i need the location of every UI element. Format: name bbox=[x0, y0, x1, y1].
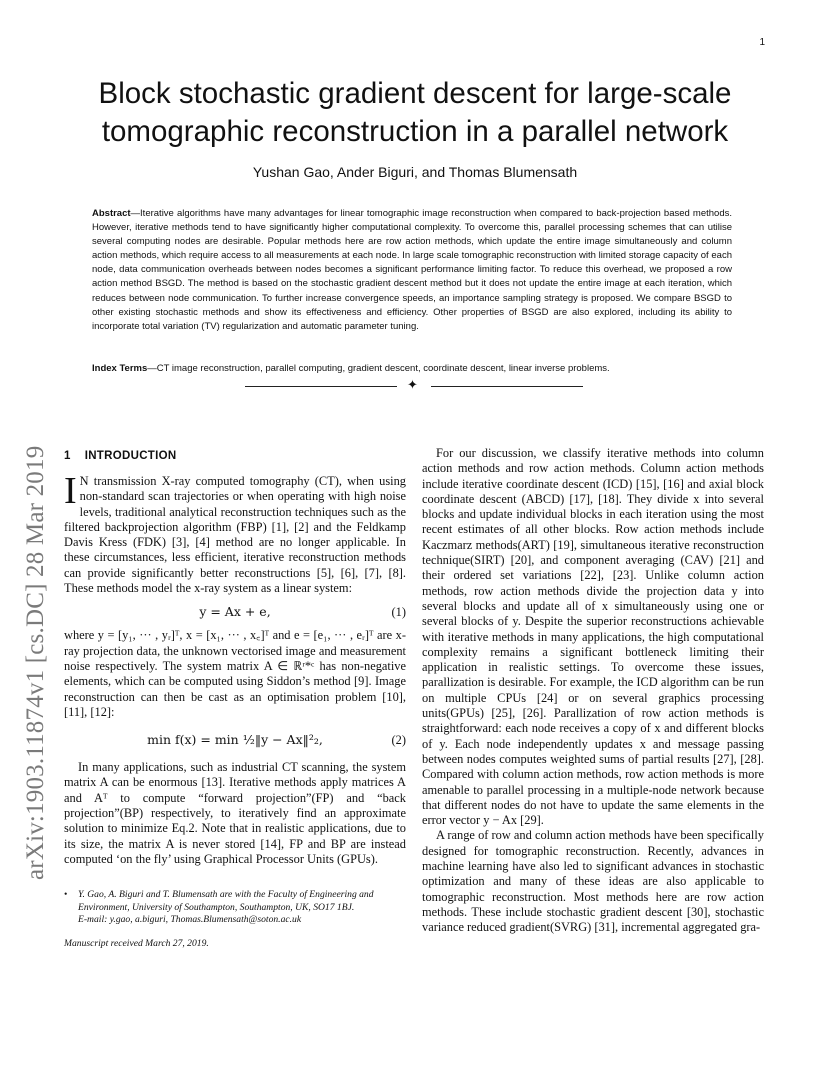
equation-2 bbox=[64, 720, 406, 760]
equation-1-body: y = Ax + e, bbox=[199, 604, 271, 620]
footnote-email: E-mail: y.gao, a.biguri, Thomas.Blumensath@soton.ac.uk bbox=[78, 914, 302, 926]
index-terms-label: Index Terms bbox=[92, 363, 148, 374]
intro-paragraph-1-text: N transmission X-ray computed tomography (CT), when using non-standard scan trajectories or when operating with high noise levels, traditional analytical reconstruction techniques such as the filtered backprojection algorithm (FBP) [1], [2] and the Feldkamp Davis Kress (FDK) [3], [4] method are no longer applicable. In these circumstances, less efficient, iterative reconstruction methods can provide significantly better reconstructions [5], [6], [7], [8]. These methods model the x-ray system as a linear system: bbox=[64, 474, 406, 596]
divider-line-right bbox=[431, 386, 583, 387]
footnote-bullet: • bbox=[64, 889, 68, 901]
left-column bbox=[64, 446, 406, 952]
right-paragraph-1: For our discussion, we classify iterative methods into column action methods and row action methods. Column action methods include iterative coordinate descent (ICD) [15], [16] and axial block coordinate descent (ABCD) [17], [18]. They divide x into several blocks and update individual blocks in each iteration using the most recent estimates of all other blocks. Row action methods include Kaczmarz methods(ART) [19], simultaneous iterative reconstruction technique(SIRT) [20], and component averaging (CAV) [21] and their ordered set variations [22], [23]. Unlike column action methods, row action methods divide the projection data y into several blocks and update all of x simultaneously using one or several blocks of y. Despite the superior reconstructions achievable with iterative methods in many applications, the high computational complexity remains a significant bottleneck limiting their application in realistic settings. To overcome these issues, parallization is desirable. For example, the ICD algorithm can be run on multiple CPUs [24] or on several graphics processing units(GPUs) [25], [26]. Parallization of row action methods is straightforward: each node receives a copy of x and different blocks of y. Each node independently updates x and message passing between nodes computes weighted sums of partial results [27], [28]. Compared with column action methods, row action methods is more amenable to parallel processing in a multiple-node network because that different nodes do not have to update the same elements in the error vector y − Ax [29]. bbox=[422, 446, 764, 828]
equation-2-body: min f(x) = min ½‖y − Ax‖²₂, bbox=[147, 732, 323, 748]
abstract-label: Abstract bbox=[92, 208, 131, 219]
arxiv-stamp: arXiv:1903.11874v1 [cs.DC] 28 Mar 2019 bbox=[22, 445, 49, 880]
paper-title: Block stochastic gradient descent for large-scale tomographic reconstruction in a parallel network bbox=[98, 77, 732, 148]
section-divider bbox=[245, 378, 583, 393]
equation-1 bbox=[64, 596, 406, 628]
right-column bbox=[422, 446, 764, 936]
divider-diamond-icon: ✦ bbox=[407, 378, 418, 393]
author-footnote bbox=[64, 889, 406, 926]
footnote-affiliation: Y. Gao, A. Biguri and T. Blumensath are with the Faculty of Engineering and Environment, University of Southampton, Southampton, UK, SO17 1BJ. bbox=[78, 889, 374, 913]
authors: Yushan Gao, Ander Biguri, and Thomas Blumensath bbox=[252, 164, 578, 180]
abstract-text: —Iterative algorithms have many advantages for linear tomographic image reconstruction when compared to back-projection based methods. However, iterative methods tend to have significantly higher computational complexity. To overcome this, parallel processing schemes that can utilise several computing nodes are desirable. Popular methods here are row action methods, which update the entire image simultaneously and column action methods, which require access to all measurements at each node. In large scale tomographic reconstruction with limited storage capacity of each node, data communication overheads between nodes becomes a significant performance limiting factor. To reduce this overhead, we proposed a row action method BSGD. The method is based on the stochastic gradient descent method but it does not update the entire image at each iteration, which reduces between node communication. To further increase convergence speeds, an importance sampling strategy is proposed. We compare BSGD to other existing stochastic methods and show its effectiveness and efficiency. Other properties of BSGD are also explored, including its ability to incorporate total variation (TV) regularization and automatic parameter tuning. bbox=[92, 208, 732, 332]
index-terms bbox=[92, 362, 732, 376]
dropcap-letter: I bbox=[64, 470, 77, 512]
divider-line-left bbox=[245, 386, 397, 387]
equation-2-number: (2) bbox=[391, 733, 406, 748]
manuscript-note: Manuscript received March 27, 2019. bbox=[64, 938, 209, 950]
intro-paragraph-1 bbox=[64, 470, 406, 596]
page-number: 1 bbox=[759, 37, 765, 48]
intro-paragraph-3: In many applications, such as industrial CT scanning, the system matrix A can be enormous [13]. Iterative methods apply matrices A and Aᵀ to compute “forward projection”(FP) and “back projection”(BP) respectively, to iteratively find an approximate solution to minimize Eq.2. Note that in realistic applications, due to its size, the matrix A is never stored [14], FP and BP are instead computed ‘on the fly’ using Graphical Processor Units (GPUs). bbox=[64, 760, 406, 866]
section-title: INTRODUCTION bbox=[84, 450, 177, 462]
intro-paragraph-2: where y = [y₁, ··· , yᵣ]ᵀ, x = [x₁, ··· , x꜀]ᵀ and e = [e₁, ··· , eᵣ]ᵀ are x-ray projection data, the unknown vectorised image and measurement noise respectively. The system matrix A ∈ ℝʳ*ᶜ has non-negative elements, which can be computed using Siddon’s method [9]. Image reconstruction can then be cast as an optimisation problem [10], [11], [12]: bbox=[64, 628, 406, 719]
abstract bbox=[92, 207, 732, 334]
equation-1-number: (1) bbox=[391, 605, 406, 620]
section-number: 1 bbox=[64, 450, 71, 462]
section-heading bbox=[64, 450, 406, 462]
index-terms-text: —CT image reconstruction, parallel computing, gradient descent, coordinate descent, linear inverse problems. bbox=[147, 363, 610, 374]
right-paragraph-2: A range of row and column action methods have been specifically designed for tomographic reconstruction. Recently, advances in machine learning have also led to significant advances in stochastic optimization and many of these ideas are also applicable to tomographic reconstruction. Most methods here are row action methods. These include stochastic gradient descent [30], stochastic variance reduced gradient(SVRG) [31], incremental aggregated gra- bbox=[422, 828, 764, 935]
